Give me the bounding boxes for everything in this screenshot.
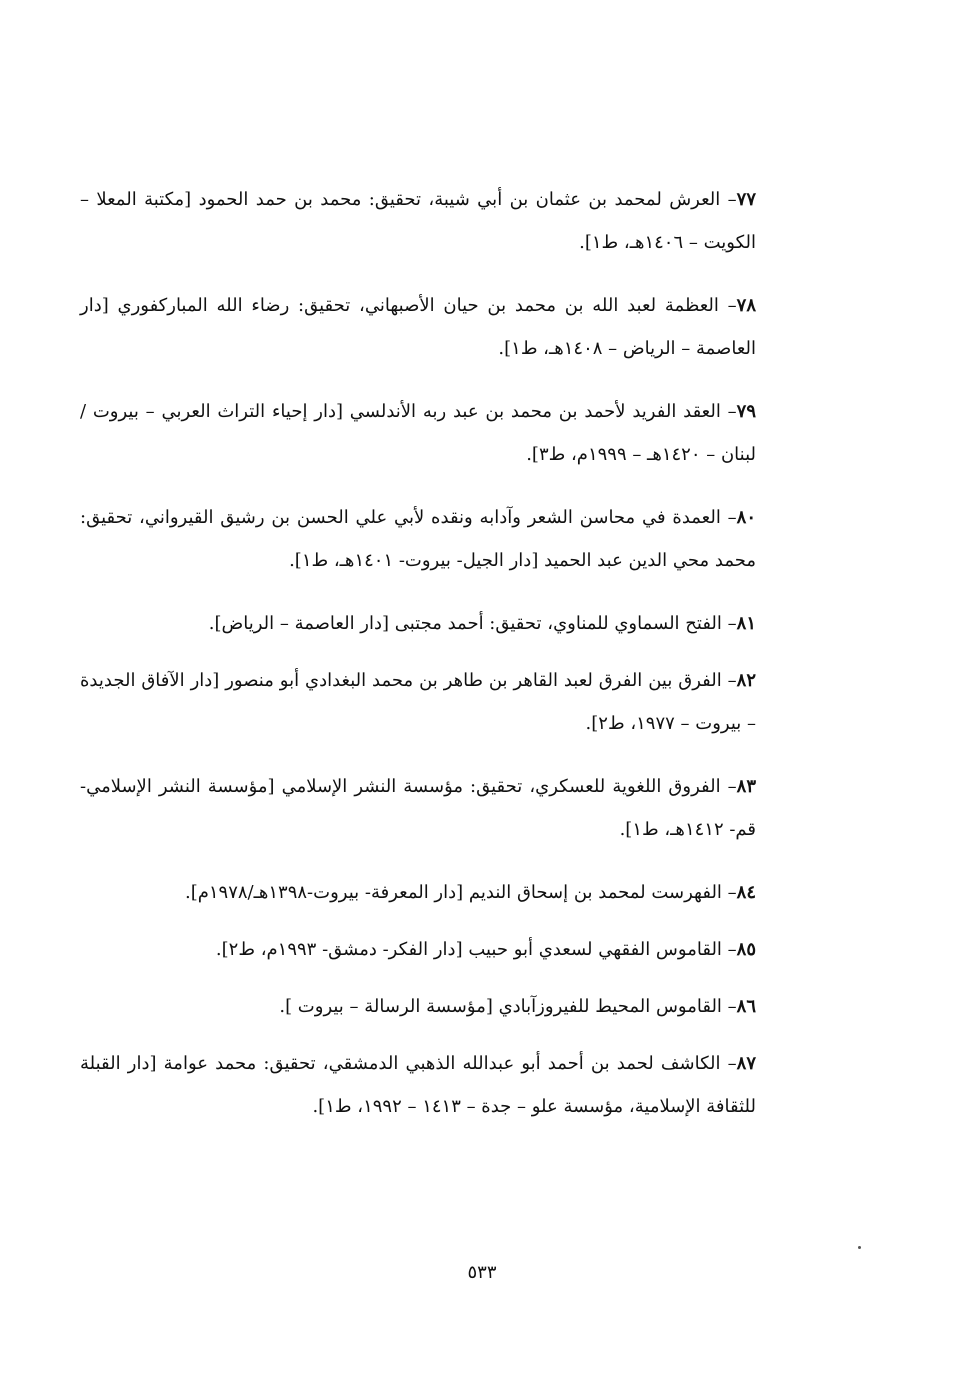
scan-speck bbox=[858, 1246, 861, 1249]
bibliography-entry-77 bbox=[80, 178, 756, 264]
entry-number: ٨٣ bbox=[736, 776, 756, 797]
entry-number: ٨٦ bbox=[736, 996, 756, 1017]
bibliography-entry-87 bbox=[80, 1042, 756, 1128]
entry-number: ٧٧ bbox=[736, 189, 756, 210]
entry-text: – العرش لمحمد بن عثمان بن أبي شيبة، تحقيق: محمد بن حمد الحمود [مكتبة المعلا – الكويت – ١٤٠٦هـ، ط١]. bbox=[80, 189, 756, 253]
entry-text: – الكاشف لحمد بن أحمد أبو عبدالله الذهبي الدمشقي، تحقيق: محمد عوامة [دار القبلة للثقافة الإسلامية، مؤسسة علو – جدة – ١٤١٣ – ١٩٩٢، ط١]. bbox=[80, 1053, 756, 1117]
bibliography-entry-79 bbox=[80, 390, 756, 476]
entry-text: – العظمة لعبد الله بن محمد بن حيان الأصبهاني، تحقيق: رضاء الله المباركفوري [دار العاصمة – الرياض – ١٤٠٨هـ، ط١]. bbox=[80, 295, 756, 359]
bibliography-entry-85 bbox=[80, 928, 756, 971]
bibliography-entry-82 bbox=[80, 659, 756, 745]
entry-number: ٨١ bbox=[736, 613, 756, 634]
bibliography-entry-78 bbox=[80, 284, 756, 370]
bibliography-entry-81 bbox=[80, 602, 756, 645]
entry-number: ٨٠ bbox=[736, 507, 756, 528]
entry-number: ٨٥ bbox=[736, 939, 756, 960]
entry-number: ٧٩ bbox=[736, 401, 756, 422]
bibliography-entry-86 bbox=[80, 985, 756, 1028]
entry-text: – الفروق اللغوية للعسكري، تحقيق: مؤسسة النشر الإسلامي [مؤسسة النشر الإسلامي- قم- ١٤١٢هـ، ط١]. bbox=[80, 776, 756, 840]
entry-number: ٨٢ bbox=[736, 670, 756, 691]
entry-text: – الفتح السماوي للمناوي، تحقيق: أحمد مجتبى [دار العاصمة – الرياض]. bbox=[208, 613, 737, 634]
entry-number: ٧٨ bbox=[736, 295, 756, 316]
bibliography-entry-83 bbox=[80, 765, 756, 851]
bibliography-list bbox=[80, 178, 756, 1148]
page-number: ٥٣٣ bbox=[467, 1262, 497, 1283]
entry-text: – الفهرست لمحمد بن إسحاق النديم [دار المعرفة- بيروت-١٣٩٨هـ/١٩٧٨م]. bbox=[184, 882, 737, 903]
bibliography-entry-80 bbox=[80, 496, 756, 582]
bibliography-entry-84 bbox=[80, 871, 756, 914]
entry-text: – القاموس الفقهي لسعدي أبو حبيب [دار الفكر- دمشق- ١٩٩٣م، ط٢]. bbox=[215, 939, 737, 960]
entry-text: – العمدة في محاسن الشعر وآدابه ونقده لأبي علي الحسن بن رشيق القيرواني، تحقيق: محمد محي الدين عبد الحميد [دار الجيل- بيروت- ١٤٠١هـ، ط١]. bbox=[80, 507, 756, 571]
entry-text: – الفرق بين الفرق لعبد القاهر بن طاهر بن محمد البغدادي أبو منصور [دار الآفاق الجديدة – بيروت – ١٩٧٧، ط٢]. bbox=[80, 670, 756, 734]
entry-number: ٨٧ bbox=[736, 1053, 756, 1074]
entry-text: – القاموس المحيط للفيروزآبادي [مؤسسة الرسالة – بيروت ]. bbox=[279, 996, 737, 1017]
entry-text: – العقد الفريد لأحمد بن محمد بن عبد ربه الأندلسي [دار إحياء التراث العربي – بيروت /لبنان – ١٤٢٠هـ – ١٩٩٩م، ط٣]. bbox=[80, 401, 756, 465]
entry-number: ٨٤ bbox=[736, 882, 756, 903]
